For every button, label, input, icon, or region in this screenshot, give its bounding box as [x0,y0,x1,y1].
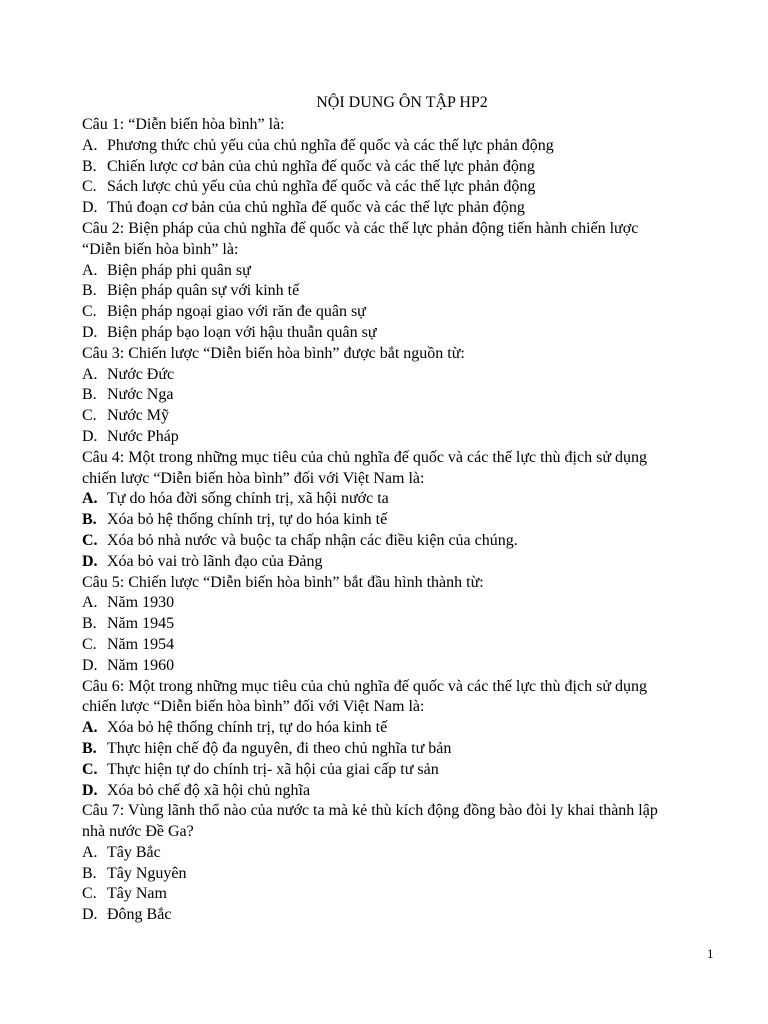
question-list [82,115,722,926]
answer-option [82,302,722,323]
answer-option [82,489,722,510]
option-text: Xóa bỏ hệ thống chính trị, tự do hóa kinh tế [107,511,388,529]
answer-option [82,261,722,282]
option-text: Năm 1960 [107,656,175,674]
option-letter: C. [82,885,97,903]
question-text: Câu 2: Biện pháp của chủ nghĩa đế quốc và các thế lực phản động tiến hành chiến lược [82,219,639,237]
answer-option [82,136,722,157]
answer-option [82,365,722,386]
option-text: Xóa bỏ hệ thống chính trị, tự do hóa kinh tế [107,719,388,737]
question-block [82,219,722,344]
option-text: Năm 1954 [107,635,175,653]
option-letter: C. [82,635,97,653]
option-letter: D. [82,323,98,341]
answer-option [82,739,722,760]
question-block [82,801,722,926]
document-page [82,93,722,926]
option-letter: C. [82,178,97,196]
option-letter: C. [82,531,98,549]
option-letter: B. [82,615,97,633]
option-letter: C. [82,760,98,778]
question-block [82,344,722,448]
option-text: Nước Mỹ [107,407,170,425]
option-letter: D. [82,656,98,674]
option-text: Nước Đức [107,365,175,383]
answer-option [82,323,722,344]
option-text: Sách lược chủ yếu của chủ nghĩa đế quốc và các thế lực phản động [107,178,536,196]
option-letter: A. [82,594,98,612]
option-text: Năm 1930 [107,594,175,612]
option-letter: D. [82,427,98,445]
option-letter: C. [82,303,97,321]
option-text: Biện pháp ngoại giao với răn đe quân sự [107,303,366,321]
answer-option [82,656,722,677]
option-text: Phương thức chủ yếu của chủ nghĩa đế quốc và các thế lực phản động [107,136,554,154]
answer-option [82,385,722,406]
option-text: Tây Bắc [107,843,161,861]
answer-option [82,760,722,781]
option-text: Xóa bỏ vai trò lãnh đạo của Đảng [107,552,323,570]
question-block [82,115,722,219]
answer-option [82,593,722,614]
question-text: Câu 5: Chiến lược “Diễn biến hòa bình” bắt đầu hình thành từ: [82,573,484,591]
option-letter: A. [82,261,98,279]
question-block [82,448,722,573]
option-letter: B. [82,157,97,175]
answer-option [82,864,722,885]
answer-option [82,905,722,926]
option-letter: D. [82,906,98,924]
question-text: “Diễn biến hòa bình” là: [82,240,239,258]
option-text: Nước Nga [107,386,174,404]
option-text: Nước Pháp [107,427,179,445]
answer-option [82,614,722,635]
option-letter: A. [82,843,98,861]
question-text: Câu 7: Vùng lãnh thổ nào của nước ta mà kẻ thù kích động đồng bào đòi ly khai thành lập [82,802,658,820]
option-letter: A. [82,136,98,154]
option-text: Thực hiện chế độ đa nguyên, đi theo chủ nghĩa tư bản [107,739,452,757]
answer-option [82,718,722,739]
option-letter: B. [82,739,97,757]
answer-option [82,177,722,198]
option-letter: C. [82,407,97,425]
option-letter: D. [82,199,98,217]
question-text: Câu 6: Một trong những mục tiêu của chủ nghĩa đế quốc và các thế lực thù địch sử dụng [82,677,647,695]
question-text: Câu 1: “Diễn biến hòa bình” là: [82,116,285,133]
option-text: Tây Nguyên [107,864,187,882]
question-text: chiến lược “Diễn biến hòa bình” đối với Việt Nam là: [82,469,425,487]
option-text: Biện pháp bạo loạn với hậu thuẫn quân sự [107,323,377,341]
option-letter: A. [82,365,98,383]
answer-option [82,406,722,427]
option-text: Xóa bỏ nhà nước và buộc ta chấp nhận các điều kiện của chúng. [107,531,518,549]
option-text: Biện pháp phi quân sự [107,261,251,279]
option-letter: A. [82,719,98,737]
answer-option [82,781,722,802]
option-text: Chiến lược cơ bản của chủ nghĩa đế quốc và các thế lực phản động [107,157,535,175]
question-text: Câu 3: Chiến lược “Diễn biến hòa bình” được bắt nguồn từ: [82,344,465,362]
option-letter: A. [82,490,98,508]
option-text: Biện pháp quân sự với kinh tế [107,282,300,300]
option-text: Tây Nam [107,885,167,903]
option-letter: B. [82,386,97,404]
answer-option [82,552,722,573]
answer-option [82,157,722,178]
option-letter: B. [82,864,97,882]
question-block [82,573,722,677]
option-letter: D. [82,781,98,799]
question-block [82,677,722,802]
answer-option [82,427,722,448]
option-text: Xóa bỏ chế độ xã hội chủ nghĩa [107,781,311,799]
answer-option [82,531,722,552]
option-text: Thực hiện tự do chính trị- xã hội của giai cấp tư sản [107,760,439,778]
option-text: Đông Bắc [107,906,172,924]
option-letter: B. [82,511,97,529]
option-text: Năm 1945 [107,615,175,633]
question-text: Câu 4: Một trong những mục tiêu của chủ nghĩa đế quốc và các thế lực thù địch sử dụng [82,448,647,466]
answer-option [82,884,722,905]
option-text: Thủ đoạn cơ bản của chủ nghĩa đế quốc và các thế lực phản động [107,199,525,217]
option-letter: D. [82,552,98,570]
question-text: chiến lược “Diễn biến hòa bình” đối với Việt Nam là: [82,698,425,716]
answer-option [82,510,722,531]
answer-option [82,198,722,219]
answer-option [82,635,722,656]
option-letter: B. [82,282,97,300]
page-number: 1 [707,946,714,961]
answer-option [82,843,722,864]
question-text: nhà nước Đề Ga? [82,823,194,841]
page-title: NỘI DUNG ÔN TẬP HP2 [316,94,488,111]
option-text: Tự do hóa đời sống chính trị, xã hội nước ta [107,490,389,508]
answer-option [82,281,722,302]
